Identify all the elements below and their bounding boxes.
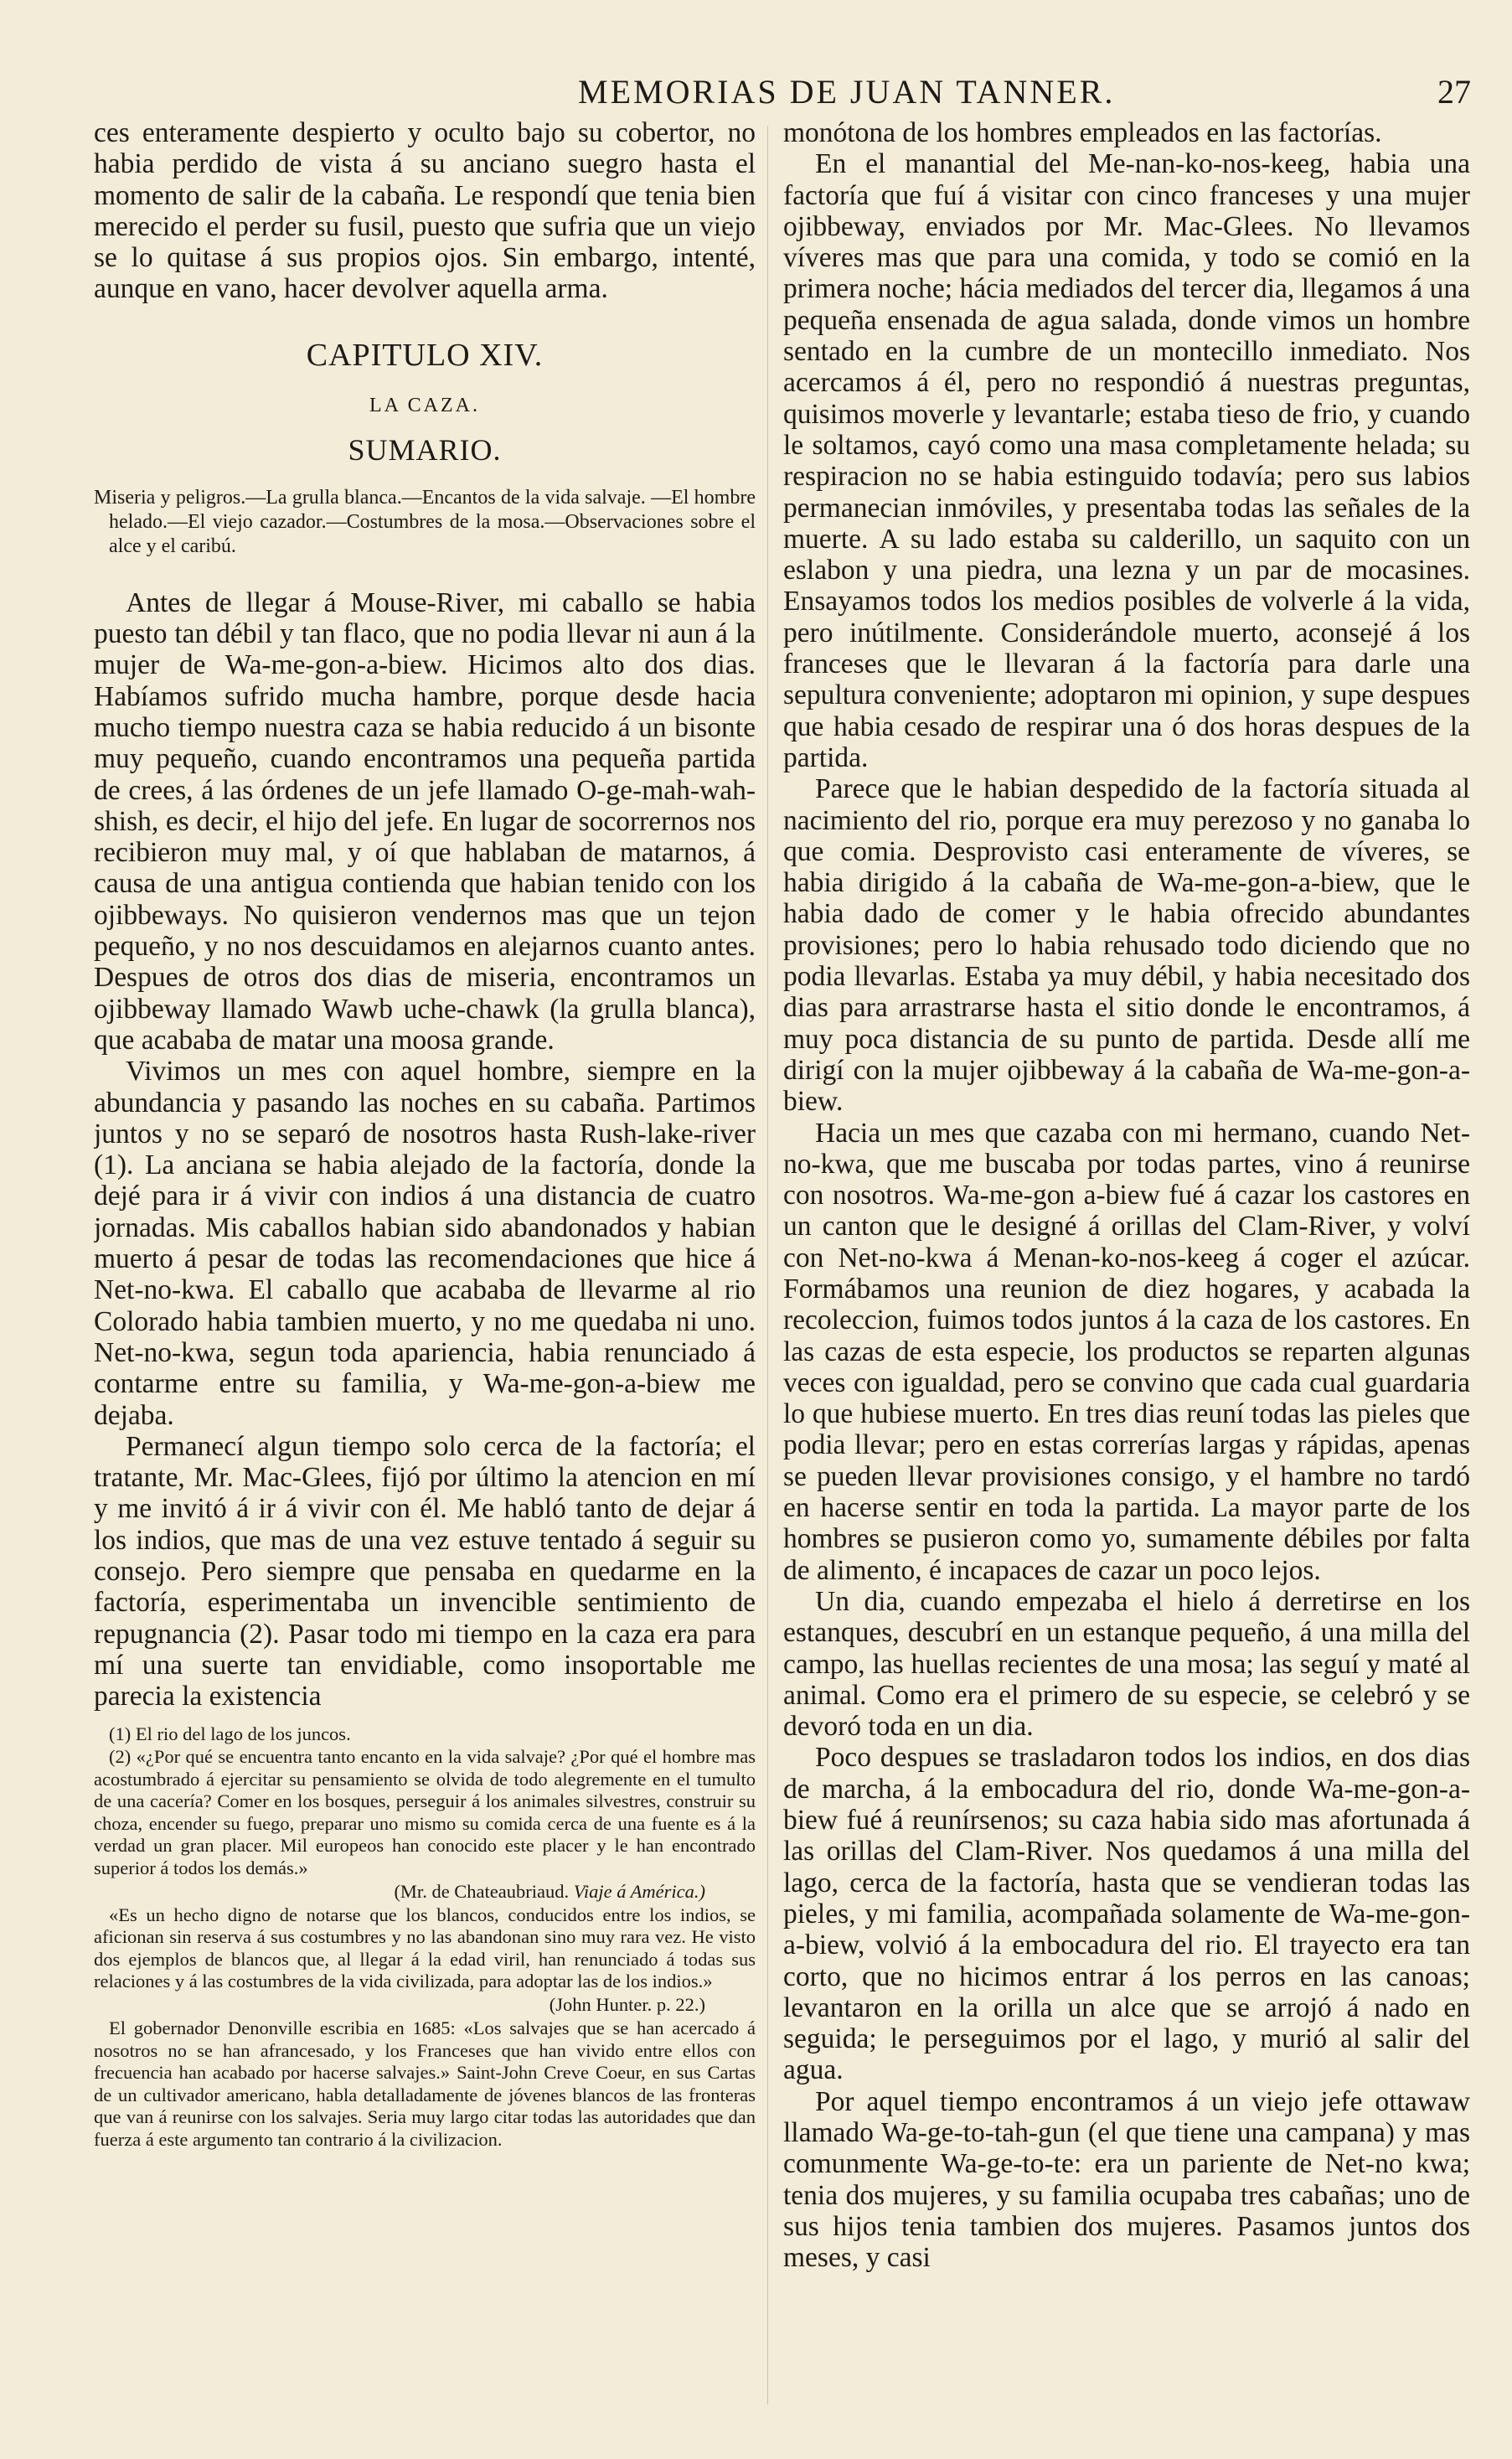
right-paragraph-3: Hacia un mes que cazaba con mi hermano, cuando Net-no-kwa, que me buscaba por todas partes, vino á reunirse con nosotros. Wa-me-gon a-biew fué á cazar los castores en un canton que le designé á orillas del Clam-River, y volví con Net-no-kwa á Menan-ko-nos-keeg á coger el azúcar. Formábamos una reunion de diez hogares, y acabada la recoleccion, fuimos todos juntos á la caza de los castores. En las cazas de esta especie, los productos se reparten algunas veces con igualdad, pero se convino que cada cual guardaria lo que hubiese muerto. En tres dias reuní todas las pieles que podia llevar; pero en estas correrías largas y rápidas, apenas se pueden llevar provisiones consigo, y el hambre no tardó en hacerse sentir en toda la partida. La mayor parte de los hombres se pusieron como yo, sumamente débiles por falta de alimento, é incapaces de cazar un poco lejos. bbox=[783, 1117, 1470, 1586]
footnote-1: (1) El rio del lago de los juncos. bbox=[109, 1723, 351, 1745]
left-column bbox=[94, 117, 756, 2430]
right-paragraph-1: En el manantial del Me-nan-ko-nos-keeg, habia una factoría que fuí á visitar con cinco franceses y una mujer ojibbeway, enviados por Mr. Mac-Glees. No llevamos víveres mas que para una comida, y todo se comió en la primera noche; hácia mediados del tercer dia, llegamos á una pequeña ensenada de agua salada, donde vimos un hombre sentado en la cumbre de un montecillo inmediato. Nos acercamos á él, pero no respondió á nuestras preguntas, quisimos moverle y levantarle; estaba tieso de frio, y cuando le soltamos, cayó como una masa completamente helada; su respiracion no se habia estinguido todavía; pero sus labios permanecian inmóviles, y presentaba todas las señales de la muerte. A su lado estaba su calderillo, un saquito con un eslabon y una piedra, una lezna y un par de mocasines. Ensayamos todos los medios posibles de volverle á la vida, pero inútilmente. Considerándole muerto, aconsejé á los franceses que le llevaran á la factoría para darle una sepultura conveniente; adoptaron mi opinion, y supe despues que habia cesado de respirar una ó dos horas despues de la partida. bbox=[783, 148, 1470, 773]
page-number: 27 bbox=[1437, 73, 1471, 111]
footnotes bbox=[94, 1723, 756, 2151]
right-paragraph-2: Parece que le habian despedido de la factoría situada al nacimiento del rio, porque era muy perezoso y no ganaba lo que comia. Desprovisto casi enteramente de víveres, se habia dirigido á la cabaña de Wa-me-gon-a-biew, que le habia dado de comer y le habia ofrecido abundantes provisiones; pero lo habia rehusado todo diciendo que no podia llevarlas. Estaba ya muy débil, y habia necesitado dos dias para arrastrarse hasta el sitio donde le encontramos, á muy poca distancia de su punto de partida. Desde allí me dirigí con la mujer ojibbeway á la cabaña de Wa-me-gon-a-biew. bbox=[783, 773, 1470, 1118]
column-divider bbox=[767, 126, 768, 2405]
footnote-3: «Es un hecho digno de notarse que los blancos, conducidos entre los indios, se aficionan sin reserva á sus costumbres y no las abandonan sino muy rara vez. He visto dos ejemplos de blancos que, al llegar á la edad viril, han renunciado á todas sus relaciones y á las costumbres de la vida civilizada, para adoptar las de los indios.» bbox=[94, 1904, 756, 1992]
right-carryover-paragraph: monótona de los hombres empleados en las factorías. bbox=[783, 117, 1382, 148]
left-carryover-paragraph: ces enteramente despierto y oculto bajo su cobertor, no habia perdido de vista á su anciano suegro hasta el momento de salir de la cabaña. Le respondí que tenia bien merecido el perder su fusil, puesto que sufria que un viejo se lo quitase á sus propios ojos. Sin embargo, intenté, aunque en vano, hacer devolver aquella arma. bbox=[94, 117, 756, 305]
left-paragraph-3: Permanecí algun tiempo solo cerca de la factoría; el tratante, Mr. Mac-Glees, fijó por último la atencion en mí y me invitó á ir á vivir con él. Me habló tanto de dejar á los indios, que mas de una vez estuve tentado á seguir su consejo. Pero siempre que pensaba en quedarme en la factoría, esperimentaba un invencible sentimiento de repugnancia (2). Pasar todo mi tiempo en la caza era para mí una suerte tan envidiable, como insoportable me parecia la existencia bbox=[94, 1430, 756, 1713]
chapter-subtitle: LA CAZA. bbox=[369, 394, 480, 416]
page-header bbox=[0, 72, 1471, 116]
summary-text: Miseria y peligros.—La grulla blanca.—Encantos de la vida salvaje. —El hombre helado.—El viejo cazador.—Costumbres de la mosa.—Observaciones sobre el alce y el caribú. bbox=[94, 486, 756, 557]
footnote-2-citation-author: (Mr. de Chateaubriaud. bbox=[394, 1880, 570, 1902]
left-paragraph-1: Antes de llegar á Mouse-River, mi caballo se habia puesto tan débil y tan flaco, que no podia llevar ni aun á la mujer de Wa-me-gon-a-biew. Hicimos alto dos dias. Habíamos sufrido mucha hambre, porque desde hacia mucho tiempo nuestra caza se habia reducido á un bisonte muy pequeño, cuando encontramos una pequeña partida de crees, á las órdenes de un jefe llamado O-ge-mah-wah-shish, es decir, el hijo del jefe. En lugar de socorrernos nos recibieron muy mal, y oí que hablaban de matarnos, á causa de una antigua contienda que habian tenido con los ojibbeways. No quisieron vendernos mas que un tejon pequeño, y no nos descuidamos en alejarnos cuanto antes. Despues de otros dos dias de miseria, encontramos un ojibbeway llamado Wawb uche-chawk (la grulla blanca), que acababa de matar una moosa grande. bbox=[94, 586, 756, 1056]
right-paragraph-6: Por aquel tiempo encontramos á un viejo jefe ottawaw llamado Wa-ge-to-tah-gun (el que tiene una campana) y mas comunmente Wa-ge-to-te: era un pariente de Net-no kwa; tenia dos mujeres, y su familia ocupaba tres cabañas; uno de sus hijos tenia tambien dos mujeres. Pasamos juntos dos meses, y casi bbox=[783, 2085, 1470, 2274]
footnote-2: (2) «¿Por qué se encuentra tanto encanto en la vida salvaje? ¿Por qué el hombre mas acostumbrado á ejercitar su pensamiento se olvida de todo alegremente en el tumulto de una cacería? Comer en los bosques, perseguir á los animales silvestres, construir su choza, encender su fuego, preparar uno mismo su comida cerca de una fuente es á la verdad un gran placer. Mil europeos han conocido este placer y le han encontrado superior á todos los demás.» bbox=[94, 1746, 756, 1879]
right-paragraph-4: Un dia, cuando empezaba el hielo á derretirse en los estanques, descubrí en un estanque pequeño, á una milla del campo, las huellas recientes de una mosa; las seguí y maté al animal. Como era el primero de su especie, se celebró y se devoró toda en un dia. bbox=[783, 1585, 1470, 1743]
footnote-2-citation-work: Viaje á América.) bbox=[573, 1880, 705, 1902]
footnote-3-citation: (John Hunter. p. 22.) bbox=[549, 1994, 705, 2015]
running-title: MEMORIAS DE JUAN TANNER. bbox=[578, 73, 1116, 111]
footnote-2-citation bbox=[94, 1880, 705, 1903]
left-paragraph-2: Vivimos un mes con aquel hombre, siempre en la abundancia y pasando las noches en su cabaña. Partimos juntos y no se separó de nosotros hasta Rush-lake-river (1). La anciana se habia alejado de la factoría, donde la dejé para ir á vivir con indios á una distancia de cuatro jornadas. Mis caballos habian sido abandonados y habian muerto á pesar de todas las recomendaciones que hice á Net-no-kwa. El caballo que acababa de llevarme al rio Colorado habia tambien muerto, y no me quedaba ni uno. Net-no-kwa, segun toda apariencia, habia renunciado á contarme entre su familia, y Wa-me-gon-a-biew me dejaba. bbox=[94, 1056, 756, 1431]
chapter-title: CAPITULO XIV. bbox=[306, 337, 544, 373]
right-column bbox=[783, 117, 1470, 2430]
right-paragraph-5: Poco despues se trasladaron todos los indios, en dos dias de marcha, á la embocadura del rio, donde Wa-me-gon-a-biew fué á reunírsenos; su caza habia sido mas afortunada á las orillas del Clam-River. Nos quedamos á una milla del lago, cerca de la factoría, hasta que se vendieran todas las pieles, y mi familia, acompañada solamente de Wa-me-gon-a-biew, volvió á la embocadura del rio. El trayecto era tan corto, que no hicimos entrar á los perros en las canoas; levantaron en la orilla un alce que se arrojó á nado en seguida; le perseguimos por el lago, y murió al salir del agua. bbox=[783, 1742, 1470, 2086]
footnote-4: El gobernador Denonville escribia en 1685: «Los salvajes que se han acercado á nosotros no se han afrancesado, y los Franceses que han vivido entre ellos con frecuencia han acabado por hacerse salvajes.» Saint-John Creve Coeur, en sus Cartas de un cultivador americano, habla detalladamente de jóvenes blancos de las fronteras que van á reunirse con los salvajes. Seria muy largo citar todas las autoridades que dan fuerza á este argumento tan contrario á la civilizacion. bbox=[94, 2017, 756, 2150]
summary-title: SUMARIO. bbox=[348, 432, 502, 467]
